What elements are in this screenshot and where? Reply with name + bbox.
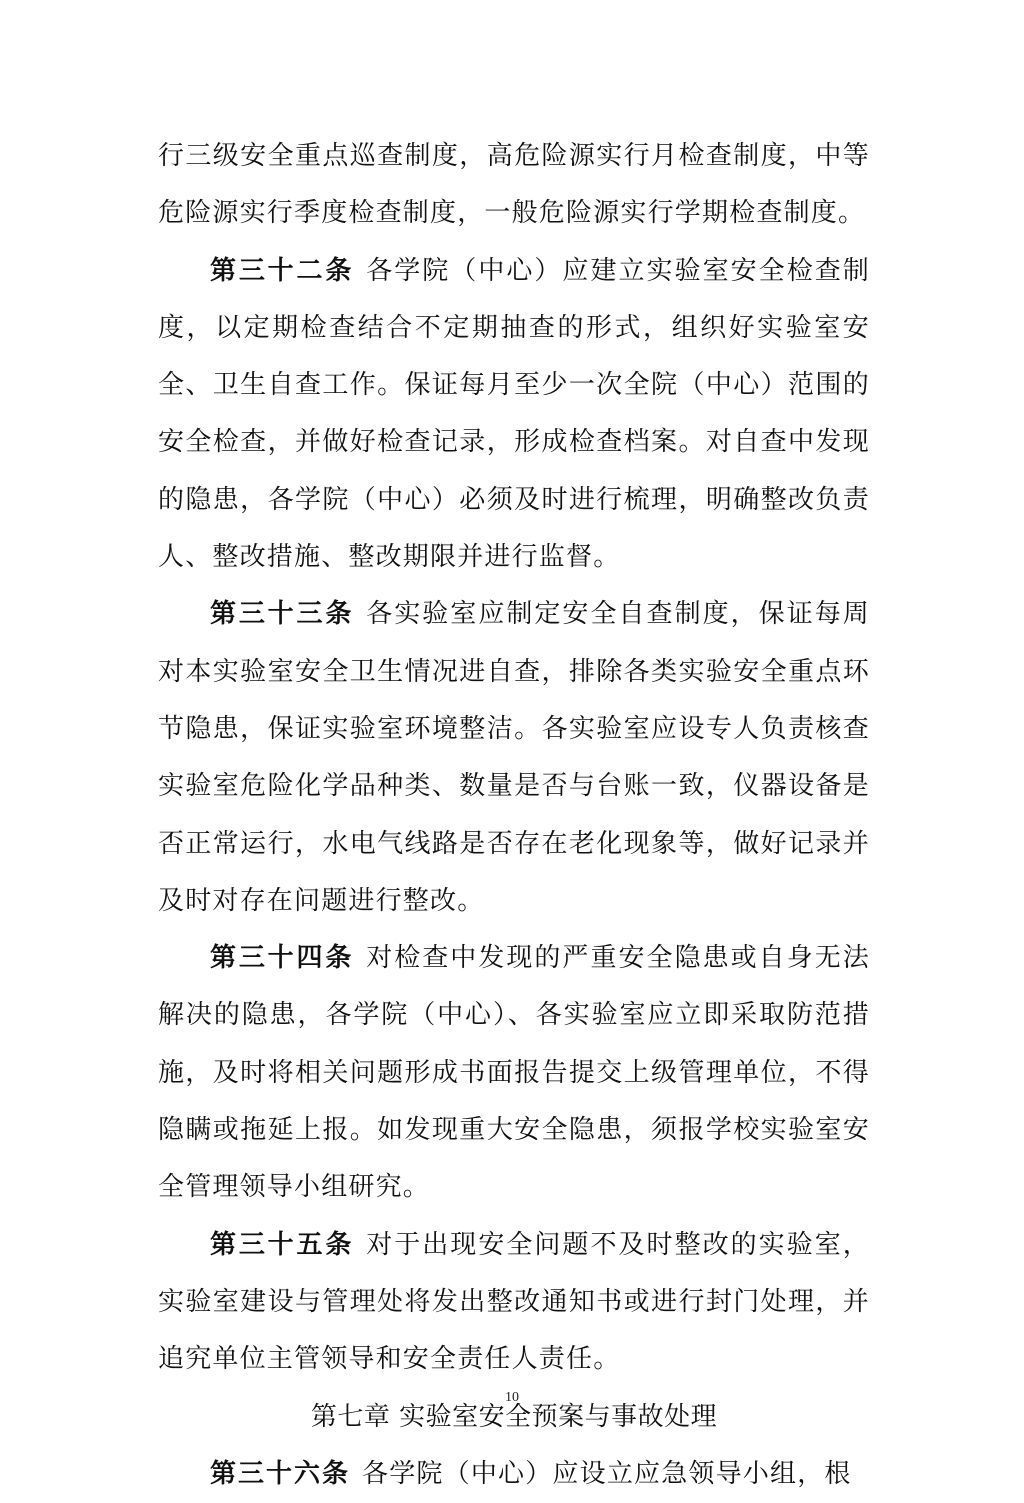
article-heading: 第三十三条 [210, 599, 355, 630]
article-text: 对检查中发现的严重安全隐患或自身无法解决的隐患，各学院（中心）、各实验室应立即采取防范措施，及时将相关问题形成书面报告提交上级管理单位，不得隐瞒或拖延上报。如发现重大安全隐患，须报学校实验室安全管理领导小组研究。 [158, 943, 870, 1203]
chapter-title: 第七章 实验室安全预案与事故处理 [310, 1401, 718, 1432]
article-text: 各学院（中心）应设立应急领导小组，根 [362, 1458, 852, 1489]
article-text: 各实验室应制定安全自查制度，保证每周对本实验室安全卫生情况进自查，排除各类实验安全重点环节隐患，保证实验室环境整洁。各实验室应设专人负责核查实验室危险化学品种类、数量是否与台账一致，仪器设备是否正常运行，水电气线路是否存在老化现象等，做好记录并及时对存在问题进行整改。 [158, 599, 870, 916]
article-text: 各学院（中心）应建立实验室安全检查制度，以定期检查结合不定期抽查的形式，组织好实验室安全、卫生自查工作。保证每月至少一次全院（中心）范围的安全检查，并做好检查记录，形成检查档案。对自查中发现的隐患，各学院（中心）必须及时进行梳理，明确整改负责人、整改措施、整改期限并进行监督。 [158, 255, 870, 573]
article-36 [158, 1446, 870, 1503]
article-heading: 第三十二条 [210, 255, 355, 286]
article-heading: 第三十四条 [210, 943, 355, 974]
article-33 [158, 586, 870, 930]
article-heading: 第三十五条 [210, 1229, 355, 1260]
article-32 [158, 243, 870, 587]
article-34 [158, 930, 870, 1216]
page-number: 10 [505, 1390, 519, 1405]
article-heading: 第三十六条 [210, 1458, 351, 1489]
article-35 [158, 1217, 870, 1389]
article-text: 对于出现安全问题不及时整改的实验室，实验室建设与管理处将发出整改通知书或进行封门处理，并追究单位主管领导和安全责任人责任。 [158, 1229, 870, 1375]
document-body [158, 128, 870, 1503]
continuation-paragraph: 行三级安全重点巡查制度，高危险源实行月检查制度，中等危险源实行季度检查制度，一般危险源实行学期检查制度。 [158, 141, 870, 229]
